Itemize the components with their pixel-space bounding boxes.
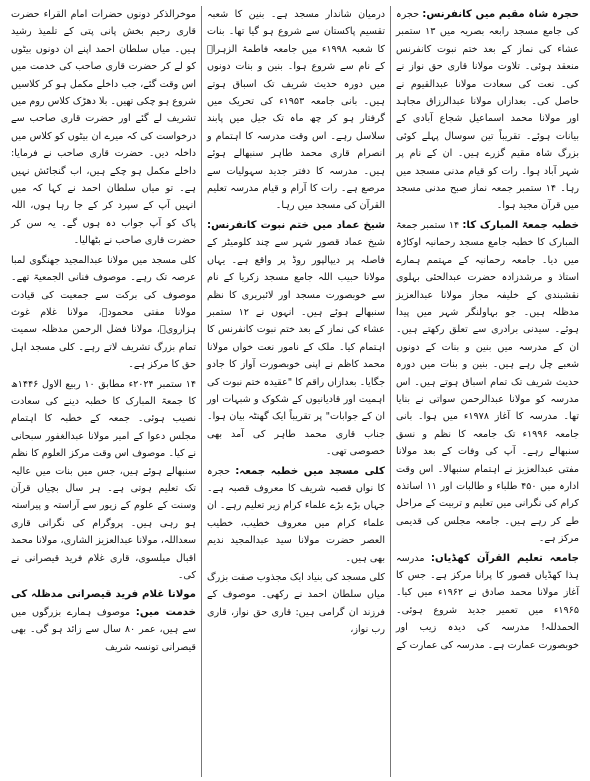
paragraph-text: شیخ عماد قصور شہر سے چند کلومیٹر کے فاصلہ پر دیپالپور روڈ پر واقع ہے۔ یہاں مولانا حبیب اللہ جامع مسجد زکریا کے نام سے خوبصورت مسجد اور لائبریری کا نظم سنبھالے ہوئے ہیں۔ انہوں نے ۱۲ ستمبر عشاء کی نماز کے بعد ختم نبوت کانفرنس کا اہتمام کیا۔ ملک کے نامور نعت خواں مولانا محمد کاظم نے اپنی خوبصورت آواز کا جادو جگایا۔ بعدازاں راقم کا "عقیدہ ختم نبوت کی اہمیت اور قادیانیوں کے شکوک و شبہات اور ان کے جوابات" پر تقریباً ایک گھنٹہ بیان ہوا۔ جناب قاری محمد طاہر کی آمد بھی خصوصی تھی۔ bbox=[207, 237, 385, 458]
paragraph bbox=[11, 586, 196, 656]
paragraph-text: موصوف ہمارے بزرگوں میں سے ہیں، عمر ۸۰ سال سے زائد ہو گی۔ بھی قیصرانی تونسہ شریف bbox=[11, 606, 196, 653]
paragraph bbox=[396, 6, 579, 215]
column-right bbox=[391, 6, 584, 777]
section-heading: حجرہ شاہ مقیم میں کانفرنس: bbox=[422, 9, 579, 20]
paragraph bbox=[11, 252, 196, 374]
paragraph bbox=[11, 376, 196, 585]
paragraph bbox=[396, 217, 579, 548]
paragraph bbox=[207, 217, 385, 461]
paragraph bbox=[207, 569, 385, 639]
paragraph bbox=[207, 463, 385, 567]
section-heading: خطبہ جمعۃ المبارک کا: bbox=[462, 219, 579, 231]
paragraph-text: ۱۴ ستمبر ۲۰۲۴ء مطابق ۱۰ ربیع الاول ۱۴۴۶ھ کا جمعۃ المبارک کا خطبہ دینے کی سعادت نصیب ہوئی۔ جمعہ کے خطبہ کا اہتمام مجلس دعوا کے امیر مولانا عبدالغفور سبحانی نے کیا۔ موصوف اس وقت مرکز العلوم کا نظم سنبھالے ہوئے ہیں، جس میں بنات میں عالیہ تک تعلیم ہوتی ہے۔ ہر سال بچیاں قرآن وسنت کے علوم کے زیور سے آراستہ و پیراستہ ہو رہی ہیں۔ پروگرام کی نگرانی قاری سعداللہ، مولانا عبدالعزیز الشاری، مولانا محمد اقبال میلسوی، قاری غلام فرید قیصرانی نے کی۔ bbox=[11, 378, 196, 581]
paragraph-text: حجرہ کا نواں قصبہ شریف کا معروف قصبہ ہے۔ جہاں بڑے بڑے علماء کرام زیر تعلیم رہے۔ ان علماء کرام میں معروف خطیب، خطیب العصر حضرت مولانا سید عبدالمجید ندیم بھی ہیں۔ bbox=[207, 465, 385, 564]
paragraph bbox=[207, 6, 385, 215]
paragraph bbox=[11, 6, 196, 250]
section-heading: کلی مسجد میں خطبہ جمعہ: bbox=[235, 465, 385, 477]
paragraph-text: حجرہ کی جامع مسجد رابعہ بصریہ میں ۱۳ ستمبر عشاء کی نماز کے بعد ختم نبوت کانفرنس منعقد ہوئی۔ تلاوت مولانا قاری حق نواز نے کی۔ نعت کی سعادت مولانا عبدالقیوم نے حاصل کی۔ بعدازاں مولانا عبدالرزاق مجاہد اور مولانا محمد اسماعیل شجاع آبادی کے بیانات ہوئے۔ تقریباً تین سوسال پہلے کوئی بزرگ شاہ مقیم گزرے ہیں۔ ان کے نام پر شہر آباد ہوا۔ رات کو قیام مدنی مسجد میں رہا۔ ۱۴ ستمبر جمعہ نماز صبح مدنی مسجد میں قرآن مجید ہوا۔ bbox=[396, 9, 579, 212]
column-middle bbox=[201, 6, 391, 777]
paragraph-text: درمیان شاندار مسجد ہے۔ بنین کا شعبہ تقسیم پاکستان سے شروع ہو گیا تھا۔ بنات کا شعبہ ۱۹۹۸ء میں جامعہ فاطمۃ الزہراؓ کے نام سے شروع ہوا۔ بنین و بنات دونوں میں دورہ حدیث شریف تک اسباق ہوتے ہیں۔ بانی جامعہ ۱۹۵۳ء کی تحریک میں گرفتار ہو کر چھ ماہ تک جیل میں پابند سلاسل رہے۔ اس وقت مدرسہ کا اہتمام و انصرام قاری محمد طاہر سنبھالے ہوئے ہیں۔ مدرسہ کا دفتر جدید سہولیات سے مرصع ہے۔ رات کا آرام و قیام مدرسہ تعلیم القرآن کی مسجد میں رہا۔ bbox=[207, 9, 385, 212]
paragraph-text: ۱۴ ستمبر جمعۃ المبارک کا خطبہ جامع مسجد رحمانیہ اوکاڑہ میں دیا۔ جامعہ رحمانیہ کے مہتمم ہمارے استاذ و مرشدزادہ حضرت عبدالحئی بہلوی نقشبندی کے خلیفہ مجاز مولانا عبدالعزیز مدظلہ ہیں۔ جو بہاولنگر شہر میں پیدا ہوئے۔ سیدنی برادری سے تعلق رکھتے ہیں۔ ان کے مدرسہ میں بنین و بنات کے دونوں شعبے چل رہے ہیں۔ بنین و بنات میں دورہ حدیث شریف تک تمام اسباق ہوتے ہیں۔ اس مدرسہ کو مولانا عبدالرحمن سواتی نے بنایا تھا۔ مدرسہ کا آغاز ۱۹۷۸ء میں ہوا۔ بانی جامعہ ۱۹۹۶ء تک جامعہ کا نظم و نسق سنبھالے رہے۔ آپ کی وفات کے بعد مولانا مفتی عبدالعزیز نے اہتمام سنبھالا۔ اس وقت ادارہ میں ۴۵۰ طلباء و طالبات اور ۱۱ اساتذہ کرام کی نگرانی میں تعلیم و تربیت کے مراحل طے کر رہے ہیں۔ جامعہ مجلس کی قدیمی مرکز ہے۔ bbox=[396, 219, 580, 545]
section-heading: شیخ عماد میں ختم نبوت کانفرنس: bbox=[207, 219, 385, 231]
paragraph bbox=[396, 550, 579, 654]
paragraph-text: مدرسہ ہذا کھڈیاں قصور کا پرانا مرکز ہے۔ جس کا آغاز مولانا محمد صادق نے ۱۹۶۲ء میں کیا۔ ۱۹۶۵ء میں تعمیر جدید شروع ہوئی۔ الحمدللہ! مدرسہ کی دیدہ زیب اور خوبصورت عمارت ہے۔ مدرسہ کی عمارت کے bbox=[396, 552, 579, 651]
section-heading: جامعہ تعلیم القرآن کھڈیاں: bbox=[430, 552, 579, 564]
paragraph-text: موخرالذکر دونوں حضرات امام القراء حضرت قاری رحیم بخش پانی پتی کے تلمیذ رشید ہیں۔ میاں سلطان احمد اپنے ان دونوں بیٹوں کو لے کر حضرت قاری صاحب کی خدمت میں اس وقت گئے، جب داخلے مکمل ہو کر کلاسیں شروع ہو چکی تھیں۔ بلا دھڑک کلاس روم میں تشریف لے گئے اور حضرت قاری صاحب سے درخواست کی کہ میرے ان بیٹوں کو کلاس میں داخلہ دیں۔ حضرت قاری صاحب نے فرمایا: داخلے مکمل ہو چکے ہیں، اب گنجائش نہیں ہے۔ تو میاں سلطان احمد نے کہا کہ میں انہیں آپ کے سپرد کر کے جا رہا ہوں، اللہ پاک کو آپ جواب دہ ہوں گے۔ یہ سن کر حضرت قاری صاحب نے بٹھالیا۔ bbox=[11, 9, 196, 247]
paragraph-text: کلی مسجد میں مولانا عبدالمجید جھنگوی لمبا عرصہ تک رہے۔ موصوف فنانی الجمعیۃ تھے۔ موصوف کی برکت سے جمعیت کی قیادت مولانا مفتی محمودؒ، مولانا غلام غوث ہزارویؒ، مولانا فضل الرحمن مدظلہ سمیت تمام بزرگ تشریف لاتے رہے۔ کلی مسجد اہل حق کا مرکز ہے۔ bbox=[11, 254, 196, 371]
paragraph-text: کلی مسجد کی بنیاد ایک مجذوب صفت بزرگ میاں سلطان احمد نے رکھی۔ موصوف کے فرزند ان گرامی ہیں: قاری حق نواز، قاری رب نواز، bbox=[207, 572, 385, 636]
column-left bbox=[6, 6, 201, 777]
section-heading: مولانا غلام فرید قیصرانی مدظلہ کی خدمت میں: bbox=[11, 589, 196, 618]
